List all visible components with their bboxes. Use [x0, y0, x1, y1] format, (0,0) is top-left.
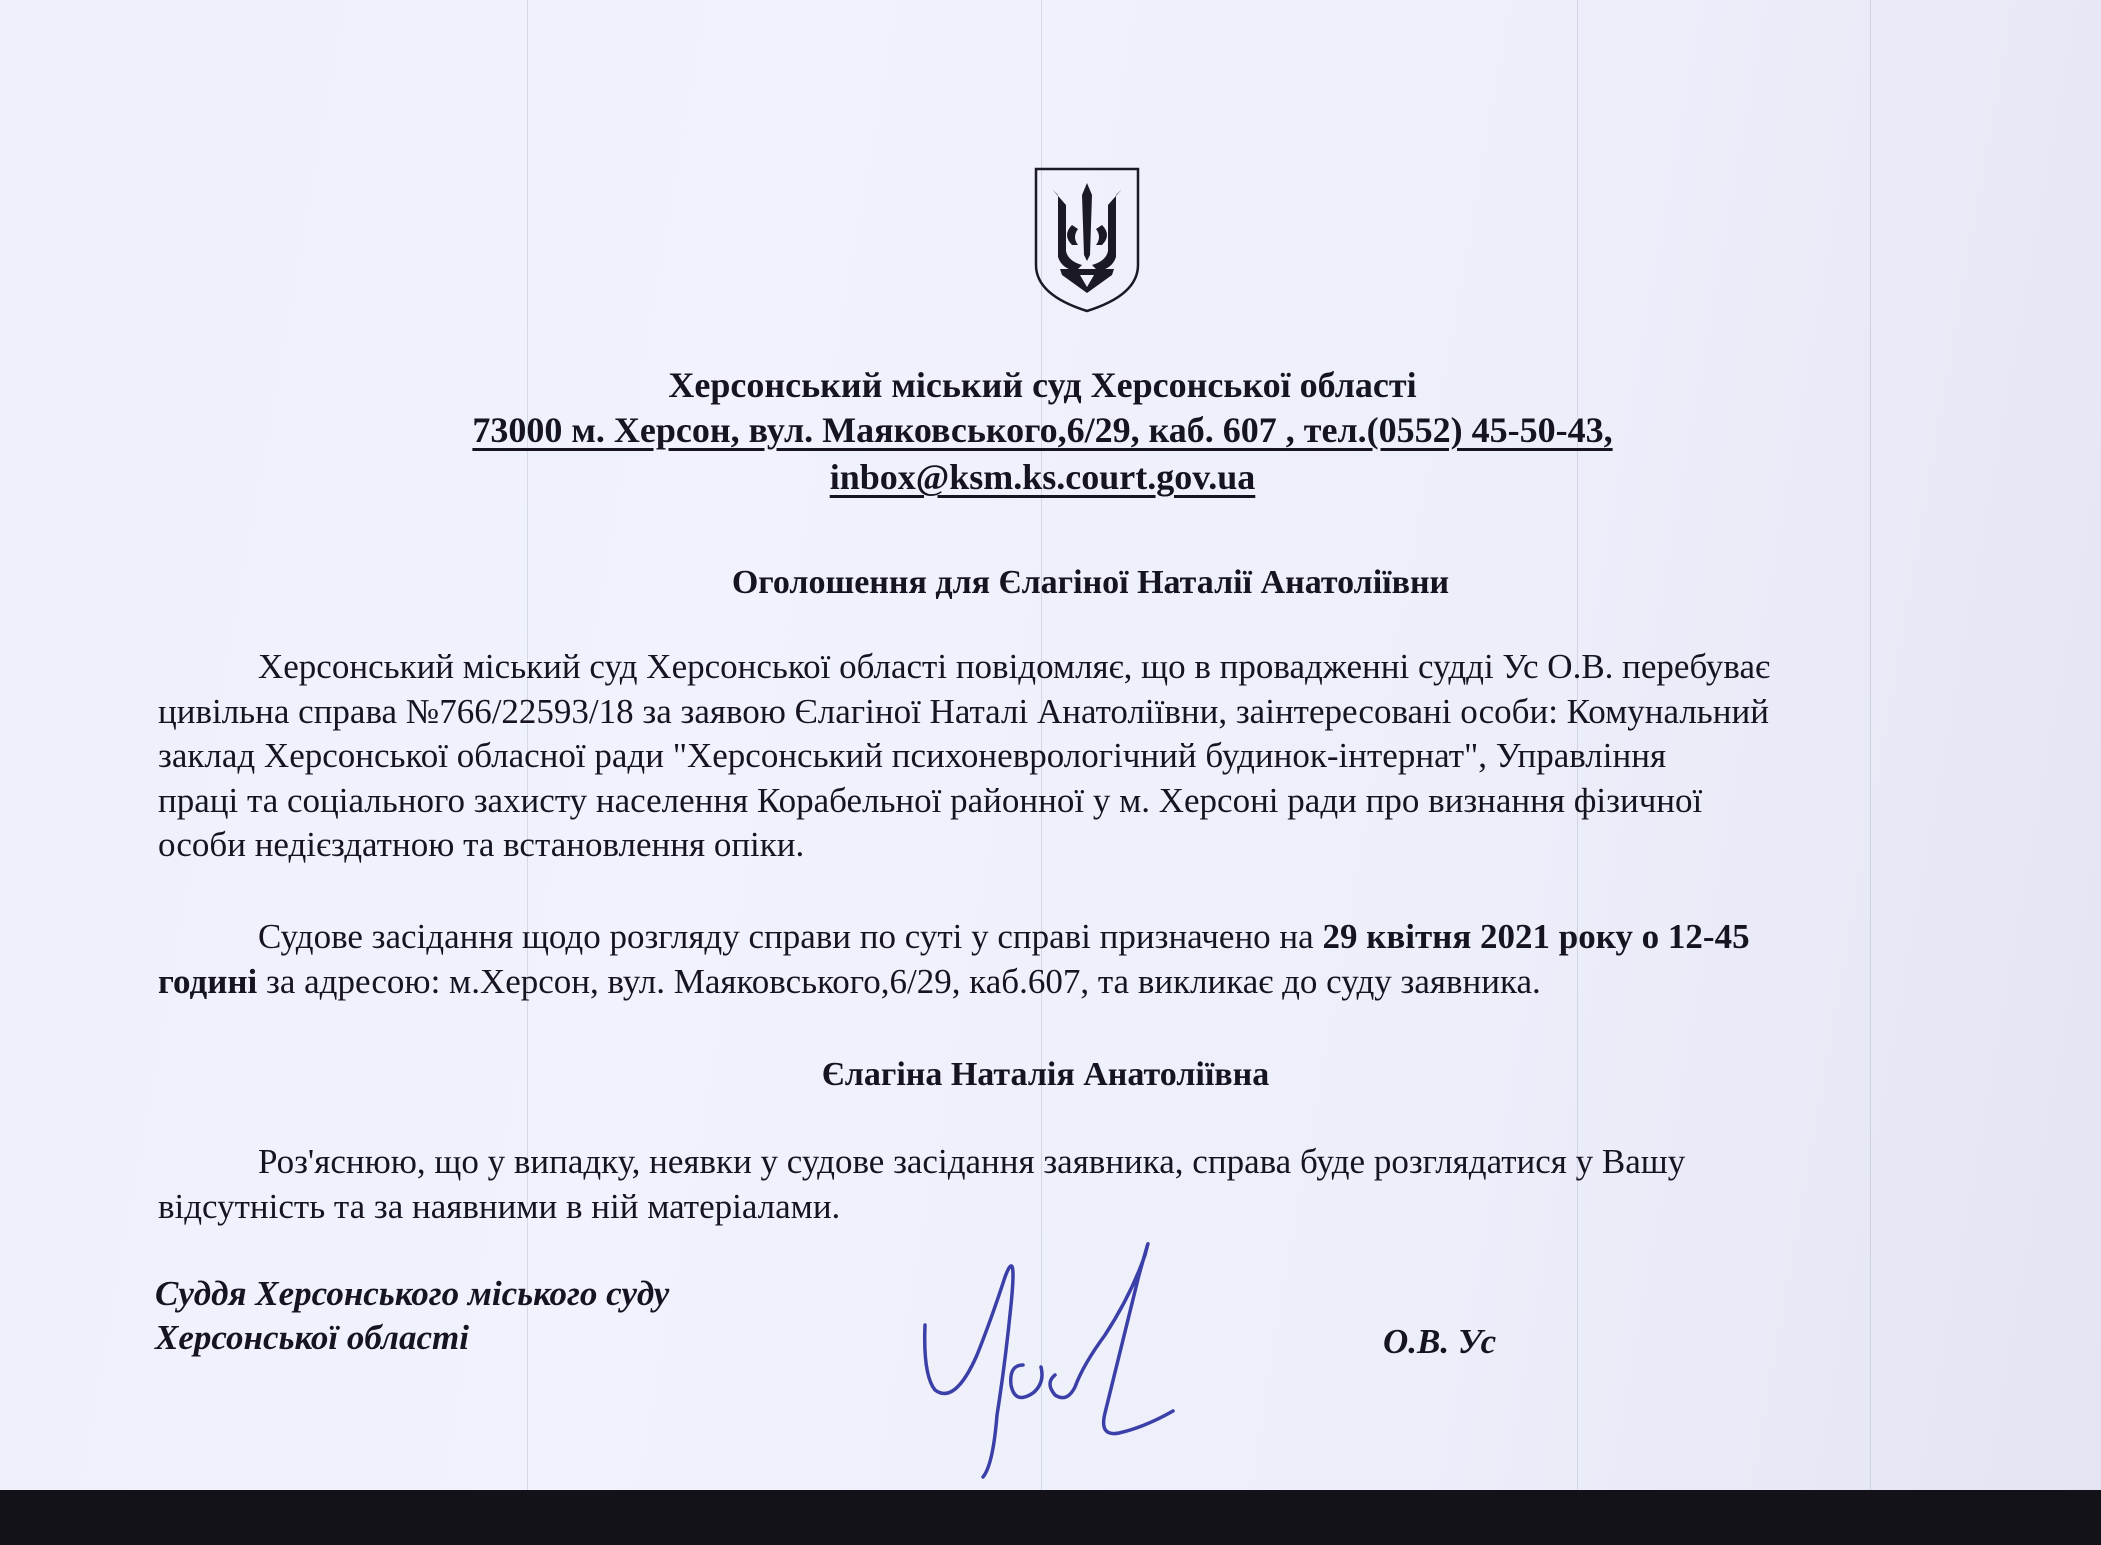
judge-title-line: Суддя Херсонського міського суду	[155, 1274, 670, 1313]
paragraph-line	[158, 915, 1958, 960]
addressee-name: Єлагіна Наталія Анатоліївна	[821, 1056, 1270, 1093]
court-address: 73000 м. Херсон, вул. Маяковського,6/29, каб. 607 , тел.(0552) 45-50-43,	[472, 410, 1613, 450]
hearing-time-unit: годині	[158, 961, 258, 1001]
court-email: inbox@ksm.ks.court.gov.ua	[829, 457, 1256, 497]
paragraph-line: Херсонський міський суд Херсонської області повідомляє, що в провадженні судді Ус О.В. перебуває	[258, 647, 1771, 686]
paragraph-line: цивільна справа №766/22593/18 за заявою Єлагіної Наталі Анатоліївни, заінтересовані особи: Комунальний	[158, 691, 1769, 731]
notice-title: Оголошення для Єлагіної Наталії Анатоліївни	[731, 564, 1450, 601]
background-surface	[0, 1490, 2101, 1545]
notice-paragraph-hearing	[158, 915, 1958, 1004]
paragraph-line: заклад Херсонської обласної ради "Херсонський психоневрологічний будинок-інтернат", Управління	[158, 736, 1667, 775]
hearing-date: 29 квітня 2021 року о 12-45	[1322, 917, 1750, 956]
coat-of-arms-trident-icon	[1032, 165, 1142, 315]
paragraph-line: Роз'яснюю, що у випадку, неявки у судове засідання заявника, справа буде розглядатися у Вашу	[258, 1142, 1686, 1181]
paragraph-line	[158, 960, 1958, 1005]
judge-title	[155, 1272, 669, 1360]
court-name-heading: Херсонський міський суд Херсонської області	[668, 365, 1417, 405]
paragraph-line: праці та соціального захисту населення Корабельної районної у м. Херсоні ради про визнання фізичної	[158, 780, 1703, 820]
hearing-address: за адресою: м.Херсон, вул. Маяковського,6/29, каб.607, та викликає до суду заявника.	[257, 961, 1541, 1001]
judge-title-line: Херсонської області	[155, 1318, 469, 1357]
paragraph-line: відсутність та за наявними в ній матеріалами.	[158, 1186, 841, 1226]
hearing-text: Судове засідання щодо розгляду справи по суті у справі призначено на	[258, 917, 1323, 956]
paragraph-line: особи недієздатною та встановлення опіки.	[158, 825, 805, 864]
notice-paragraph-case	[158, 645, 1958, 868]
judge-name: О.В. Ус	[1383, 1322, 1497, 1361]
handwritten-signature	[905, 1215, 1205, 1485]
